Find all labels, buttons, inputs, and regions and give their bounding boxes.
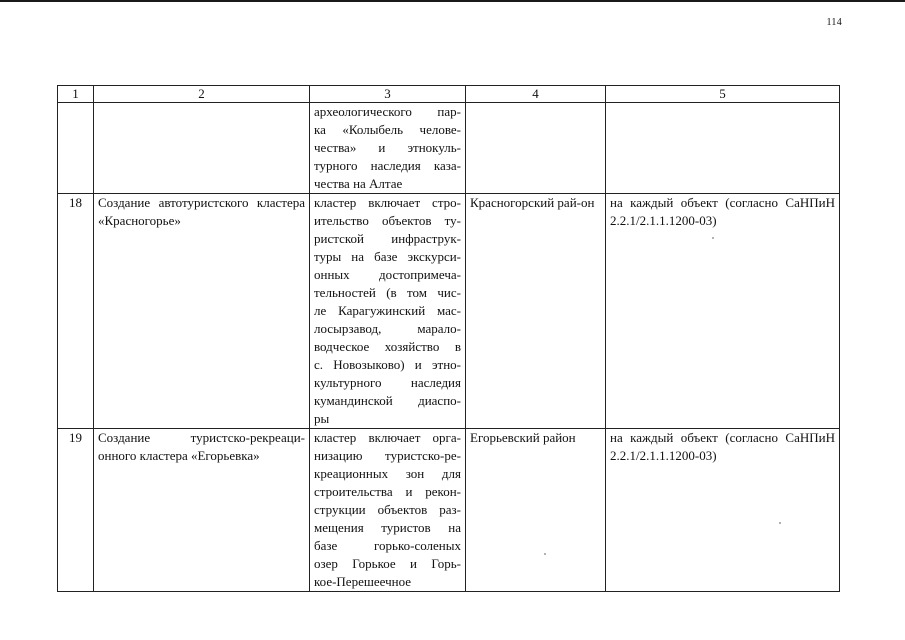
table-header-row: [58, 86, 840, 103]
description-line: туры на базе экскурси-: [314, 249, 461, 264]
description-line: тельностей (в том чис-: [314, 285, 461, 300]
description-cell: [310, 103, 466, 194]
cluster-name-cell: [94, 103, 310, 194]
cluster-name-cell: Создание автотуристского кластера «Красногорье»: [94, 194, 310, 429]
row-number-cell: [58, 103, 94, 194]
description-line: чества на Алтае: [314, 176, 403, 191]
description-line: кое-Перешеечное: [314, 574, 411, 589]
description-line: турного наследия каза-: [314, 158, 461, 173]
description-cell: [310, 429, 466, 592]
description-line: струкции объектов раз-: [314, 502, 461, 517]
description-line: базе горько-соленых: [314, 538, 461, 553]
description-line: креационных зон для: [314, 466, 461, 481]
row-number-cell: 18: [58, 194, 94, 429]
description-line: онных достопримеча-: [314, 267, 461, 282]
norm-cell: на каждый объект (согласно СаНПиН 2.2.1/2.1.1.1200-03): [606, 194, 840, 429]
top-border-line: [0, 0, 905, 2]
description-line: ристской инфраструк-: [314, 231, 461, 246]
norm-cell: на каждый объект (согласно СаНПиН 2.2.1/2.1.1.1200-03): [606, 429, 840, 592]
description-line: строительства и рекон-: [314, 484, 461, 499]
description-line: водческое хозяйство в: [314, 339, 461, 354]
description-line: кластер включает стро-: [314, 195, 461, 210]
description-line: кумандинской диаспо-: [314, 393, 461, 408]
column-header: 5: [606, 86, 840, 103]
column-header: 1: [58, 86, 94, 103]
description-cell: [310, 194, 466, 429]
scan-speck: [712, 237, 714, 239]
description-line: озер Горькое и Горь-: [314, 556, 461, 571]
row-number-cell: 19: [58, 429, 94, 592]
scan-speck: [779, 522, 781, 524]
table-row: [58, 429, 840, 592]
description-line: лосырзавод, марало-: [314, 321, 461, 336]
description-line: чества» и этнокуль-: [314, 140, 461, 155]
data-table: [57, 85, 840, 592]
description-line: низацию туристско-ре-: [314, 448, 461, 463]
description-line: мещения туристов на: [314, 520, 461, 535]
district-cell: [466, 103, 606, 194]
description-line: археологического пар-: [314, 104, 461, 119]
norm-cell: [606, 103, 840, 194]
table-row: [58, 103, 840, 194]
description-line: ительство объектов ту-: [314, 213, 461, 228]
description-line: культурного наследия: [314, 375, 461, 390]
column-header: 4: [466, 86, 606, 103]
district-cell: Егорьевский район: [466, 429, 606, 592]
district-cell: Красногорский рай-он: [466, 194, 606, 429]
table-row: [58, 194, 840, 429]
cluster-name-cell: Создание туристско-рекреаци-онного кластера «Егорьевка»: [94, 429, 310, 592]
description-line: ле Карагужинский мас-: [314, 303, 461, 318]
column-header: 3: [310, 86, 466, 103]
scan-speck: [544, 553, 546, 555]
description-line: ры: [314, 411, 330, 426]
table-body: [58, 103, 840, 592]
page-number: 114: [826, 17, 842, 28]
column-header: 2: [94, 86, 310, 103]
description-line: ка «Колыбель челове-: [314, 122, 461, 137]
description-line: с. Новозыково) и этно-: [314, 357, 461, 372]
description-line: кластер включает орга-: [314, 430, 461, 445]
